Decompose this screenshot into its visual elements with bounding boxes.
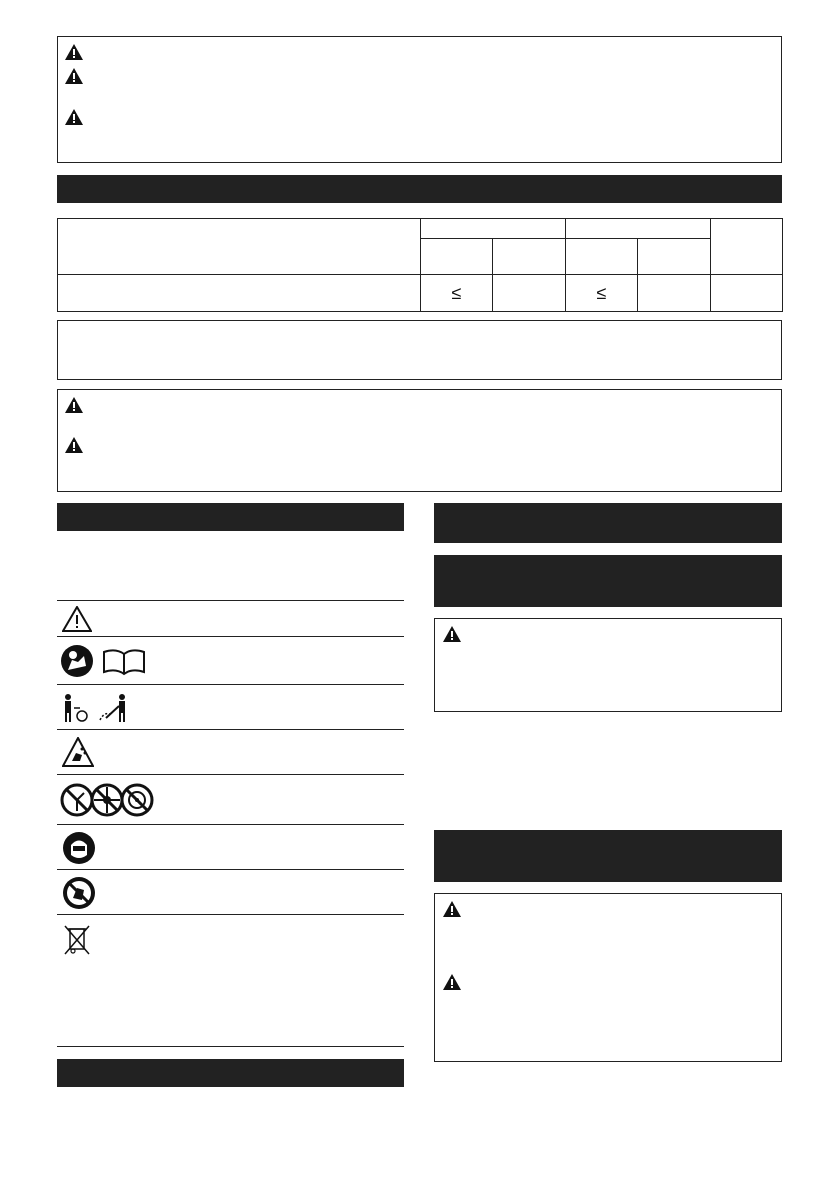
right-warning-box-2 [434,893,782,1062]
right-header-bar-3 [434,830,782,882]
less-or-equal-symbol: ≤ [596,282,607,303]
table-cell [421,275,493,312]
warning-triangle-icon [62,606,92,632]
warning-icon [65,437,83,453]
weee-bin-icon [62,924,92,956]
symbol-row [57,914,404,1047]
warning-icon [65,109,83,125]
note-box [57,320,782,380]
table-header-cell [58,219,421,275]
top-warning-box [57,36,782,163]
spec-table [57,218,783,312]
warning-icon [65,44,83,60]
table-cell [566,275,638,312]
table-subheader-cell [421,239,493,275]
table-subheader-cell [638,239,711,275]
symbol-row [57,824,404,869]
keep-distance-icon [60,692,140,724]
table-subheader-cell [493,239,566,275]
warning-icon [443,901,461,917]
second-warning-box [57,389,782,492]
less-or-equal-symbol: ≤ [451,282,462,303]
table-cell [638,275,711,312]
symbol-row [57,774,404,824]
warning-icon [443,626,461,642]
no-wet-conditions-icon [62,876,96,910]
table-subheader-cell [566,239,638,275]
no-metal-blades-icon [60,783,156,817]
table-cell [711,275,783,312]
wear-protection-icon [62,831,96,865]
warning-icon [443,974,461,990]
section-header-bar [57,175,782,203]
right-header-bar-2 [434,555,782,607]
symbol-row [57,636,404,684]
right-warning-box-1 [434,618,782,712]
symbol-row [57,600,404,636]
warning-icon [65,397,83,413]
read-manual-icon [60,644,150,678]
symbols-header-bar [57,503,404,531]
warning-icon [65,68,83,84]
table-cell [58,275,421,312]
thrown-objects-icon [62,737,94,767]
symbol-row [57,869,404,914]
table-header-cell [711,219,783,275]
table-cell [493,275,566,312]
right-header-bar-1 [434,503,782,543]
symbol-row [57,684,404,729]
table-header-cell [421,219,566,239]
symbol-row [57,729,404,774]
table-header-cell [566,219,711,239]
left-bottom-header-bar [57,1059,404,1087]
